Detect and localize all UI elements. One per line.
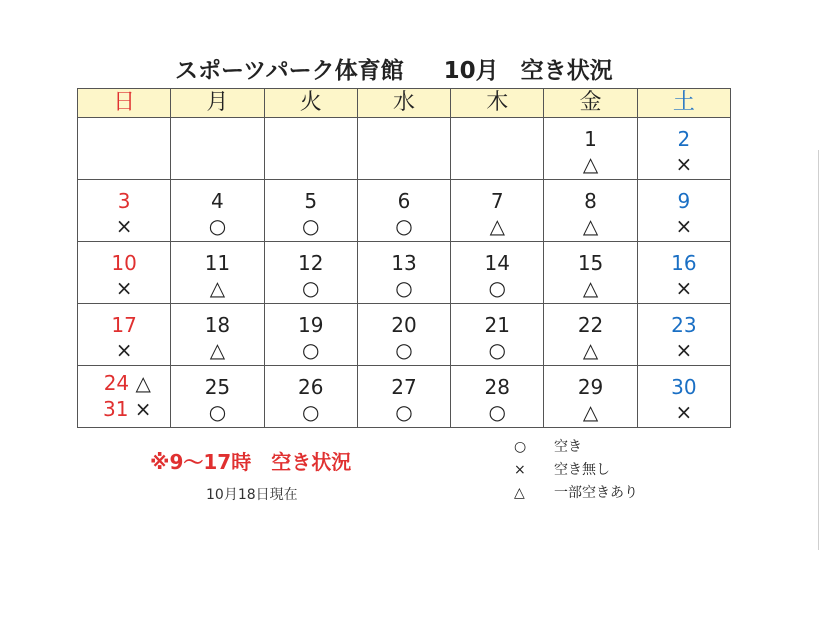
day-number: 1 bbox=[584, 127, 597, 151]
week-row bbox=[78, 242, 731, 304]
availability-mark: △ bbox=[489, 214, 505, 238]
legend-symbol: △ bbox=[514, 485, 525, 501]
day-cell bbox=[451, 180, 544, 242]
day-cell bbox=[357, 366, 450, 428]
availability-mark: × bbox=[115, 276, 133, 300]
availability-mark: × bbox=[115, 214, 133, 238]
day-cell bbox=[544, 304, 637, 366]
availability-mark: ○ bbox=[395, 214, 413, 238]
day-cell bbox=[78, 304, 171, 366]
day-number: 5 bbox=[304, 189, 318, 213]
availability-mark: △ bbox=[582, 214, 599, 238]
day-cell bbox=[544, 366, 637, 428]
day-cell bbox=[78, 242, 171, 304]
day-cell bbox=[264, 242, 357, 304]
day-number: 8 bbox=[584, 189, 597, 213]
weekday-thu: 木 bbox=[451, 89, 544, 118]
weekday-tue: 火 bbox=[264, 89, 357, 118]
day-cell bbox=[264, 180, 357, 242]
legend-label: 空き bbox=[554, 439, 582, 455]
day-cell bbox=[544, 180, 637, 242]
availability-mark: × bbox=[675, 338, 693, 362]
week-row bbox=[78, 118, 731, 180]
day-number: 3 bbox=[117, 189, 131, 213]
day-number: 14 bbox=[484, 251, 510, 275]
day-cell bbox=[637, 180, 730, 242]
day-cell bbox=[171, 118, 264, 180]
day-cell bbox=[357, 304, 450, 366]
availability-mark: ○ bbox=[395, 400, 413, 424]
availability-mark: ○ bbox=[208, 214, 227, 238]
day-cell bbox=[357, 242, 450, 304]
day-number: 19 bbox=[297, 313, 324, 337]
availability-mark: ○ bbox=[301, 276, 320, 300]
day-number: 6 bbox=[397, 189, 411, 213]
legend-symbol: ○ bbox=[514, 439, 527, 455]
day-cell bbox=[451, 118, 544, 180]
as-of-date: 10月18日現在 bbox=[206, 487, 298, 503]
day-number: 23 bbox=[671, 313, 697, 337]
availability-mark: △ bbox=[209, 338, 226, 362]
day-number: 31 bbox=[103, 397, 129, 421]
day-cell bbox=[264, 366, 357, 428]
week-row bbox=[78, 366, 731, 428]
day-cell bbox=[637, 242, 730, 304]
availability-mark: × bbox=[115, 338, 133, 362]
weekday-wed: 水 bbox=[357, 89, 450, 118]
day-number: 20 bbox=[391, 313, 417, 337]
day-number: 10 bbox=[111, 251, 137, 275]
day-number: 7 bbox=[490, 189, 504, 213]
weekday-header-row bbox=[78, 89, 731, 118]
day-number: 18 bbox=[204, 313, 231, 337]
availability-mark: ○ bbox=[488, 276, 506, 300]
day-number: 13 bbox=[391, 251, 417, 275]
week-row bbox=[78, 304, 731, 366]
day-cell bbox=[171, 304, 264, 366]
day-number: 30 bbox=[671, 375, 697, 399]
week-row bbox=[78, 180, 731, 242]
availability-mark: ○ bbox=[488, 400, 506, 424]
day-cell bbox=[264, 118, 357, 180]
weekday-mon: 月 bbox=[171, 89, 264, 118]
availability-mark: ○ bbox=[301, 338, 320, 362]
availability-mark: △ bbox=[209, 276, 226, 300]
calendar-table bbox=[77, 88, 731, 428]
day-number: 11 bbox=[204, 251, 231, 275]
day-cell bbox=[171, 366, 264, 428]
availability-mark: ○ bbox=[301, 214, 320, 238]
weekday-sat: 土 bbox=[637, 89, 730, 118]
availability-mark: × bbox=[675, 400, 693, 424]
day-cell bbox=[637, 304, 730, 366]
legend bbox=[510, 436, 638, 505]
day-cell bbox=[78, 366, 171, 428]
hours-note: ※9～17時 空き状況 bbox=[150, 450, 352, 474]
day-cell bbox=[171, 180, 264, 242]
day-cell bbox=[78, 118, 171, 180]
day-cell bbox=[544, 118, 637, 180]
availability-mark: × bbox=[675, 214, 693, 238]
availability-mark: △ bbox=[135, 371, 151, 395]
weekday-sun: 日 bbox=[78, 89, 171, 118]
day-number: 17 bbox=[111, 313, 137, 337]
availability-mark: △ bbox=[582, 400, 599, 424]
day-cell bbox=[544, 242, 637, 304]
day-number: 26 bbox=[297, 375, 324, 399]
availability-mark: ○ bbox=[488, 338, 506, 362]
scan-edge-line bbox=[818, 150, 819, 550]
day-number: 27 bbox=[391, 375, 417, 399]
availability-mark: ○ bbox=[395, 338, 413, 362]
page-title bbox=[175, 52, 613, 85]
legend-label: 空き無し bbox=[554, 462, 610, 478]
weekday-fri: 金 bbox=[544, 89, 637, 118]
day-number: 21 bbox=[484, 313, 510, 337]
availability-mark: × bbox=[134, 397, 152, 421]
availability-mark: ○ bbox=[208, 400, 227, 424]
month-label: 10月 bbox=[443, 58, 499, 84]
day-number: 24 bbox=[103, 371, 130, 395]
availability-mark: △ bbox=[582, 338, 599, 362]
legend-item bbox=[510, 436, 638, 459]
day-number: 9 bbox=[677, 189, 691, 213]
availability-mark: ○ bbox=[395, 276, 413, 300]
availability-mark: △ bbox=[582, 152, 599, 176]
availability-mark: △ bbox=[582, 276, 599, 300]
day-cell bbox=[637, 118, 730, 180]
day-number: 28 bbox=[484, 375, 510, 399]
day-number: 25 bbox=[204, 375, 231, 399]
day-cell bbox=[357, 180, 450, 242]
day-number: 4 bbox=[211, 189, 224, 213]
availability-mark: ○ bbox=[301, 400, 320, 424]
day-cell bbox=[451, 304, 544, 366]
legend-item bbox=[510, 482, 638, 505]
availability-mark: × bbox=[675, 276, 693, 300]
day-number: 16 bbox=[671, 251, 697, 275]
day-number: 15 bbox=[577, 251, 604, 275]
day-number: 12 bbox=[297, 251, 324, 275]
day-cell bbox=[78, 180, 171, 242]
day-cell bbox=[264, 304, 357, 366]
legend-label: 一部空きあり bbox=[554, 485, 638, 501]
facility-name: スポーツパーク体育館 bbox=[175, 58, 404, 84]
day-cell bbox=[451, 366, 544, 428]
availability-mark: × bbox=[675, 152, 693, 176]
day-number: 2 bbox=[677, 127, 691, 151]
day-cell bbox=[171, 242, 264, 304]
status-label: 空き状況 bbox=[520, 58, 613, 84]
legend-item bbox=[510, 459, 638, 482]
legend-symbol: × bbox=[514, 462, 526, 478]
day-cell bbox=[451, 242, 544, 304]
day-cell bbox=[357, 118, 450, 180]
day-number: 29 bbox=[577, 375, 604, 399]
day-cell bbox=[637, 366, 730, 428]
day-number: 22 bbox=[577, 313, 604, 337]
